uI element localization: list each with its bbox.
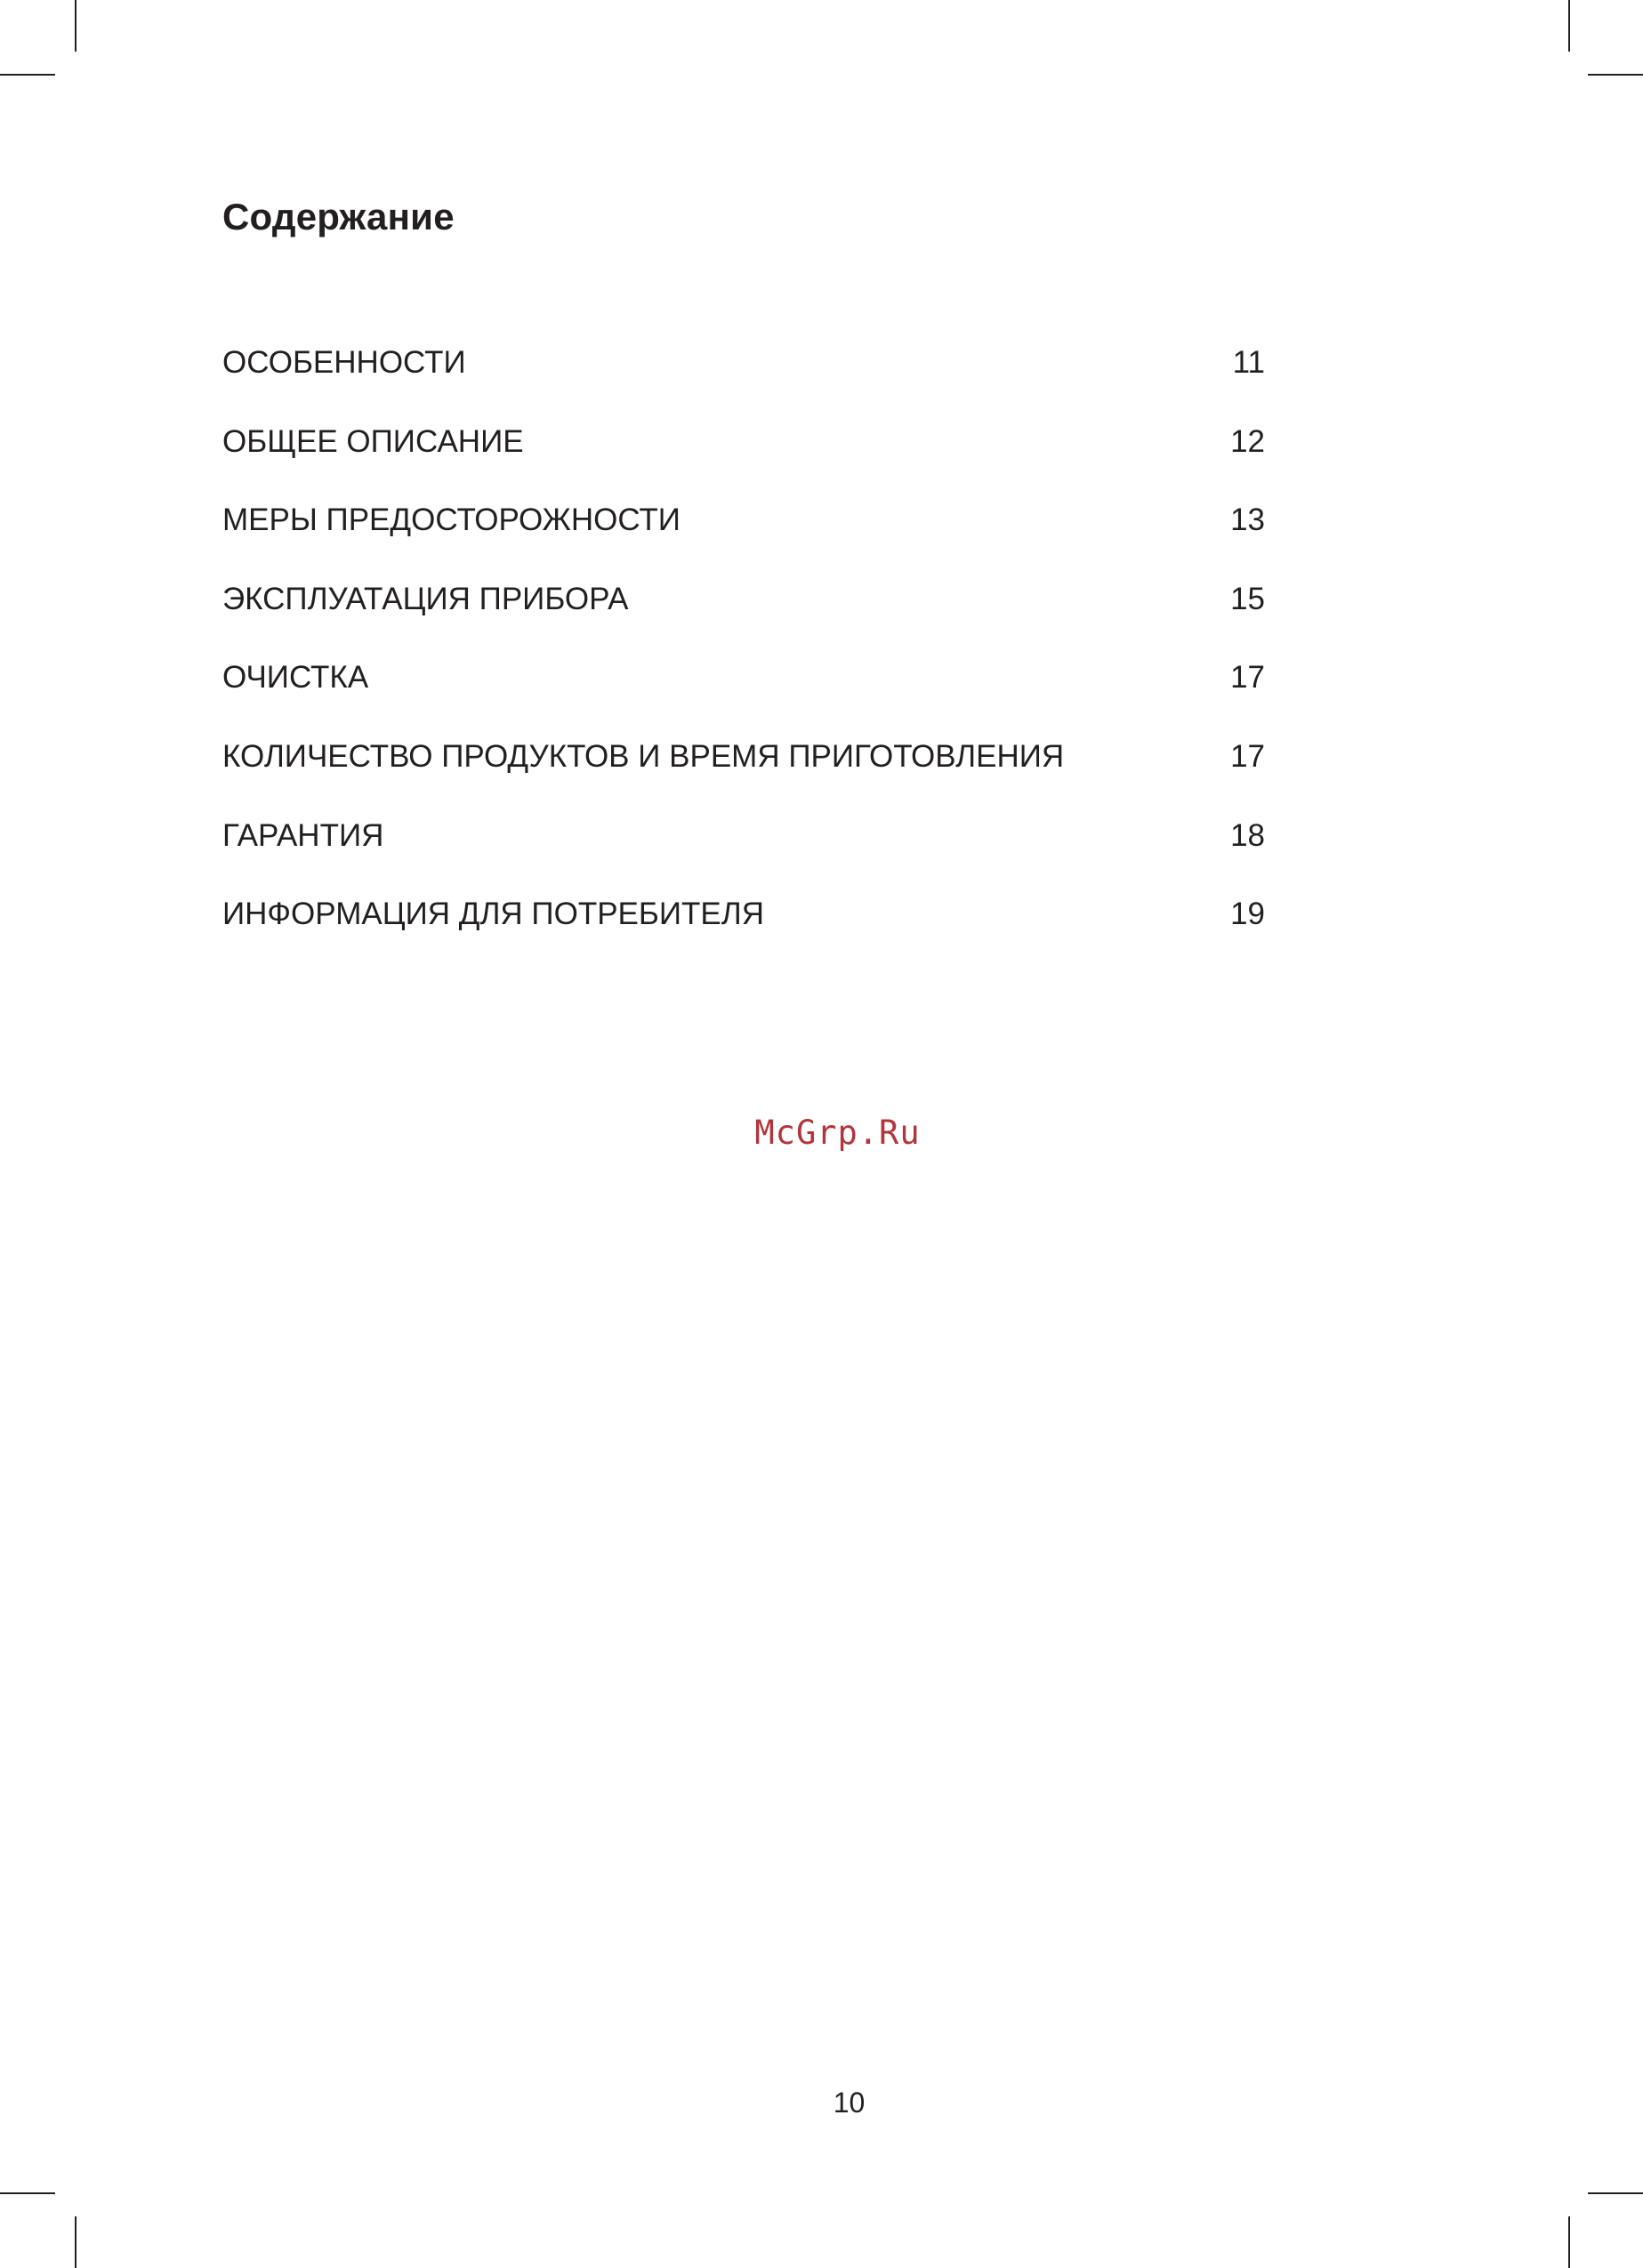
toc-entry-title: ОЧИСТКА — [222, 660, 369, 696]
crop-mark-top-left-horizontal — [0, 74, 55, 76]
toc-entry-title: ИНФОРМАЦИЯ ДЛЯ ПОТРЕБИТЕЛЯ — [222, 897, 764, 932]
toc-entry-quantities-and-cooking-time[interactable] — [222, 736, 1265, 815]
toc-entry-title: ОСОБЕННОСТИ — [222, 345, 466, 380]
crop-mark-bottom-left-horizontal — [0, 2192, 55, 2194]
toc-entry-page: 15 — [1230, 581, 1265, 616]
toc-entry-title: ЭКСПЛУАТАЦИЯ ПРИБОРА — [222, 581, 629, 616]
toc-entry-title: ГАРАНТИЯ — [222, 817, 384, 853]
table-of-contents — [222, 342, 1265, 972]
crop-mark-bottom-right-vertical — [1568, 2216, 1570, 2268]
toc-entry-page: 12 — [1230, 423, 1265, 459]
toc-entry-page: 18 — [1230, 817, 1265, 853]
toc-entry-warranty[interactable] — [222, 815, 1265, 894]
crop-mark-bottom-right-horizontal — [1588, 2192, 1643, 2194]
toc-entry-consumer-information[interactable] — [222, 893, 1265, 972]
watermark: McGrp.Ru — [754, 1114, 921, 1152]
toc-entry-page: 11 — [1232, 345, 1265, 380]
crop-mark-bottom-left-vertical — [75, 2216, 77, 2268]
toc-entry-features[interactable] — [222, 342, 1265, 421]
toc-entry-page: 17 — [1230, 660, 1265, 696]
toc-entry-general-description[interactable] — [222, 421, 1265, 500]
toc-entry-safety-precautions[interactable] — [222, 499, 1265, 578]
crop-mark-top-right-vertical — [1568, 0, 1570, 52]
toc-entry-cleaning[interactable] — [222, 656, 1265, 736]
toc-entry-title: КОЛИЧЕСТВО ПРОДУКТОВ И ВРЕМЯ ПРИГОТОВЛЕНИЯ — [222, 738, 1065, 774]
toc-entry-title: МЕРЫ ПРЕДОСТОРОЖНОСТИ — [222, 503, 681, 538]
page-title: Содержание — [222, 196, 455, 237]
toc-entry-operation[interactable] — [222, 578, 1265, 657]
crop-mark-top-left-vertical — [75, 0, 77, 52]
toc-entry-page: 13 — [1230, 503, 1265, 538]
toc-entry-page: 17 — [1230, 738, 1265, 774]
toc-entry-page: 19 — [1230, 897, 1265, 932]
page-number: 10 — [833, 2087, 866, 2119]
toc-entry-title: ОБЩЕЕ ОПИСАНИЕ — [222, 423, 524, 459]
crop-mark-top-right-horizontal — [1588, 74, 1643, 76]
